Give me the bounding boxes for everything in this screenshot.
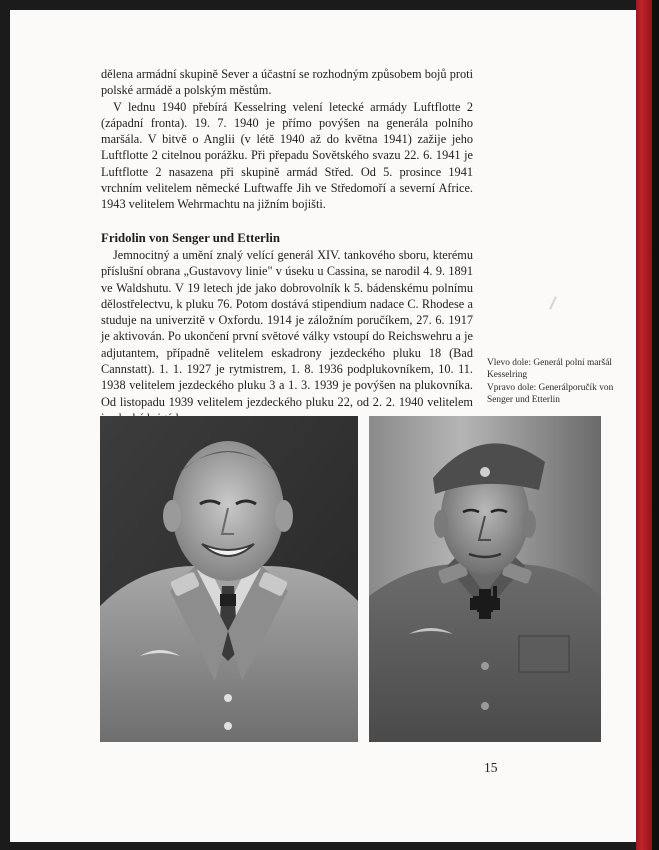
photo-caption — [487, 357, 617, 407]
page-number: 15 — [484, 760, 498, 775]
book-spine — [636, 0, 652, 850]
photo-senger — [369, 416, 601, 742]
main-text — [101, 66, 473, 426]
paragraph-kesselring: V lednu 1940 přebírá Kesselring velení letecké armády Luftflotte 2 (západní fronta). 19. 7. 1940 je přímo povýšen na generála polního maršála. V bitvě o Anglii (v létě 1940 až do května 1941) zažije jeho Luftflotte 2 citelnou porážku. Při přepadu Sovětského svazu 22. 6. 1941 je Luftflotte 2 nasazena při skupině armád Střed. Od 5. prosince 1941 vrchním velitelem německé Luftwaffe Jih ve Středomoří a severní Africe. 1943 velitelem Wehrmachtu na jižním bojišti. — [101, 99, 473, 212]
photo-kesselring — [100, 416, 358, 742]
paragraph-continued: dělena armádní skupině Sever a účastní se rozhodným způsobem bojů proti polské armádě a polským městům. — [101, 67, 473, 98]
section-heading: Fridolin von Senger und Etterlin — [101, 230, 280, 245]
book-edge — [652, 0, 659, 850]
caption-left: Vlevo dole: Generál polní maršál Kesselring — [487, 358, 612, 381]
caption-right: Vpravo dole: Generálporučík von Senger und Etterlin — [487, 382, 614, 406]
paragraph-senger: Jemnocitný a umění znalý velící generál XIV. tankového sboru, kterému příslušní obrana „Gustavovy linie" v úseku u Cassina, se narodil 4. 9. 1891 ve Waldshutu. V 19 letech jde jako dobrovolník k 5. bádenskému polnímu dělostřelectvu, k pluku 76. Potom dostává stipendium nadace C. Rhodese a studuje na univerzitě v Oxfordu. 1914 je záložním poručíkem, 27. 6. 1917 je aktivován. Po ukončení první světové války vstoupí do Reichswehru a je adjutantem, případně velitelem eskadrony jezdeckého pluku 18 (Bad Cannstatt). 1. 1. 1927 je rytmistrem, 1. 8. 1936 podplukovníkem, 10. 11. 1938 velitelem jezdeckého pluku 3 a 1. 3. 1939 je povýšen na plukovníka. Od listopadu 1939 velitelem jezdeckého pluku 22, od 2. 2. 1940 velitelem — [101, 247, 473, 409]
